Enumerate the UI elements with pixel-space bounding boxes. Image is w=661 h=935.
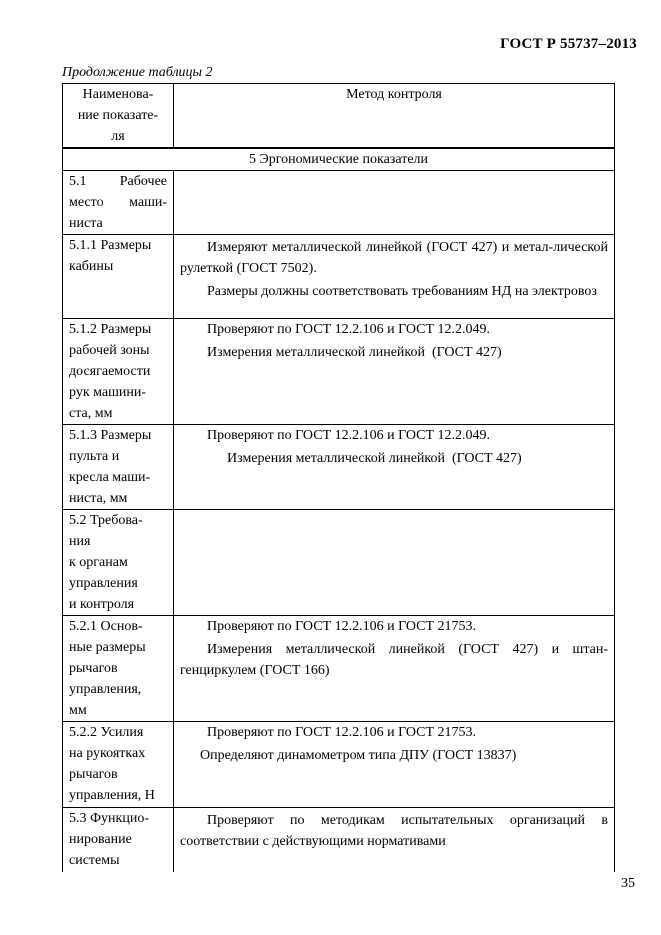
control-methods-table: [62, 83, 615, 872]
page-number: 35: [621, 876, 635, 891]
indicator-name: 5.1.1 Размеры кабины: [63, 235, 174, 319]
table-row: [63, 425, 615, 510]
table-row: [63, 235, 615, 319]
indicator-name: 5.3 Функцио- нирование системы: [63, 808, 174, 872]
column-header-method: Метод контроля: [174, 84, 615, 148]
method-cell: Измеряют металлической линейкой (ГОСТ 427) и метал-лической рулеткой (ГОСТ 7502). Размеры должны соответствовать требованиям НД на электровоз: [174, 235, 615, 319]
table-row: [63, 616, 615, 722]
column-header-indicator: Наименова- ние показате- ля: [63, 84, 174, 148]
indicator-name: 5.1 Рабочее место маши- ниста: [63, 171, 174, 235]
indicator-name: 5.2.2 Усилия на рукоятках рычагов управления, Н: [63, 722, 174, 808]
indicator-name: 5.2.1 Основ- ные размеры рычагов управления, мм: [63, 616, 174, 722]
document-code: ГОСТ Р 55737–2013: [500, 36, 637, 52]
indicator-name: 5.2 Требова- ния к органам управления и контроля: [63, 510, 174, 616]
method-cell: Проверяют по ГОСТ 12.2.106 и ГОСТ 21753. Определяют динамометром типа ДПУ (ГОСТ 13837): [174, 722, 615, 808]
table-row: [63, 171, 615, 235]
table-caption: Продолжение таблицы 2: [62, 65, 213, 80]
method-cell: Проверяют по ГОСТ 12.2.106 и ГОСТ 12.2.049. Измерения металлической линейкой (ГОСТ 427): [174, 319, 615, 425]
table-row: [63, 510, 615, 616]
method-cell: [174, 171, 615, 235]
table-header-row: [63, 84, 615, 148]
section-row: [63, 149, 615, 171]
table-row: [63, 808, 615, 872]
indicator-name: 5.1.3 Размеры пульта и кресла маши- ниста, мм: [63, 425, 174, 510]
section-title: 5 Эргономические показатели: [63, 149, 615, 171]
method-cell: Проверяют по ГОСТ 12.2.106 и ГОСТ 12.2.049. Измерения металлической линейкой (ГОСТ 427): [174, 425, 615, 510]
method-cell: Проверяют по методикам испытательных организаций в соответствии с действующими нормативами: [174, 808, 615, 872]
table-row: [63, 319, 615, 425]
method-cell: Проверяют по ГОСТ 12.2.106 и ГОСТ 21753. Измерения металлической линейкой (ГОСТ 427) и штан-генциркулем (ГОСТ 166): [174, 616, 615, 722]
indicator-name: 5.1.2 Размеры рабочей зоны досягаемости рук машини- ста, мм: [63, 319, 174, 425]
table-row: [63, 722, 615, 808]
method-cell: [174, 510, 615, 616]
